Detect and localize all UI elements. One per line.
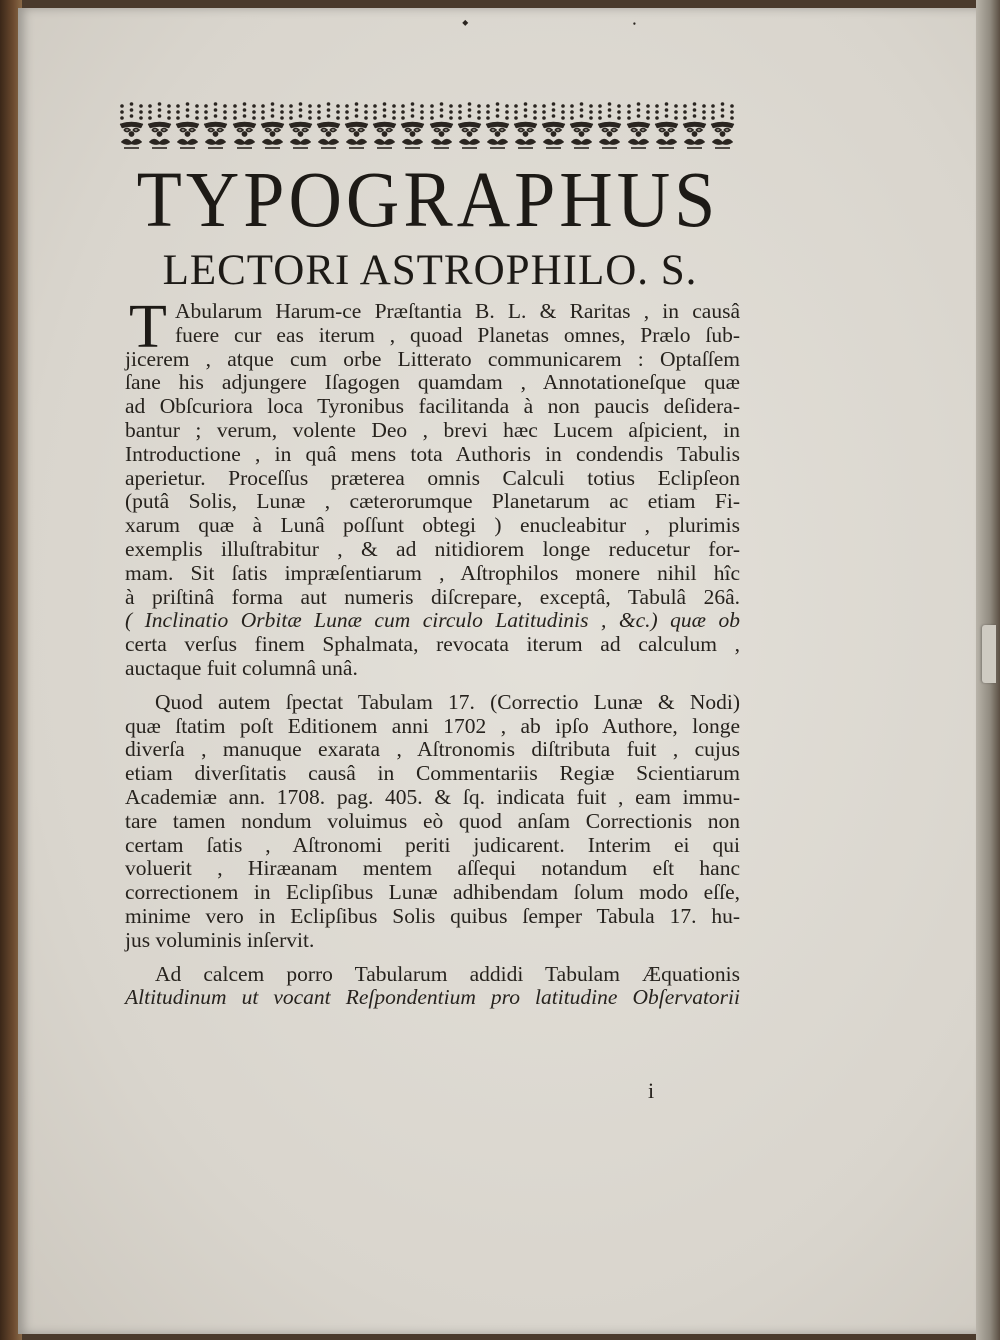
text-line: aperietur. Proceſſus præterea omnis Calculi totius Eclipſeon xyxy=(125,465,740,490)
fleuron-ornament-icon xyxy=(596,100,623,152)
text-line: jus voluminis inſervit. xyxy=(125,927,315,952)
text-line: Altitudinum ut vocant Reſpondentium pro latitudine Obſervatorii xyxy=(125,985,740,1010)
text-line: ad Obſcuriora loca Tyronibus facilitanda à non paucis deſidera- xyxy=(125,394,740,419)
text-line: Introductione , in quâ mens tota Authoris in condendis Tabulis xyxy=(125,441,740,466)
text-line: certa verſus finem Sphalmata, revocata iterum ad calculum , xyxy=(125,632,740,657)
fleuron-ornament-icon xyxy=(540,100,567,152)
text-line: etiam diverſitatis causâ in Commentariis Regiæ Scientiarum xyxy=(125,761,740,786)
text-line: exemplis illuſtrabitur , & ad nitidiorem longe reducetur for- xyxy=(125,536,740,561)
text-line: auctaque fuit columnâ unâ. xyxy=(125,655,358,680)
fleuron-ornament-icon xyxy=(315,100,342,152)
text-line: quæ ſtatim poſt Editionem anni 1702 , ab ipſo Authore, longe xyxy=(125,713,740,738)
text-line: Quod autem ſpectat Tabulam 17. (Correctio Lunæ & Nodi) xyxy=(155,689,740,714)
text-line: certam ſatis , Aſtronomi periti judicarent. Interim ei qui xyxy=(125,832,740,857)
paragraph-3 xyxy=(125,963,740,1011)
page-subtitle: LECTORI ASTROPHILO. S. xyxy=(162,247,698,294)
fleuron-ornament-icon xyxy=(118,100,145,152)
fleuron-ornament-icon xyxy=(456,100,483,152)
fleuron-ornament-icon xyxy=(709,100,736,152)
paragraph-2 xyxy=(125,691,740,953)
fleuron-ornament-icon xyxy=(625,100,652,152)
drop-cap: T xyxy=(129,293,167,361)
header-ornament-band xyxy=(118,98,736,154)
fleuron-ornament-icon xyxy=(512,100,539,152)
top-ink-mark: ⸱ xyxy=(632,14,637,35)
text-line: bantur ; verum, volente Deo , brevi hæc Lucem aſpicient, in xyxy=(125,417,740,442)
fleuron-ornament-icon xyxy=(681,100,708,152)
text-line: jicerem , atque cum orbe Litterato communicarem : Optaſſem xyxy=(125,346,740,371)
page-tab xyxy=(982,625,996,683)
page-title: TYPOGRAPHUS xyxy=(136,155,720,245)
fleuron-ornament-icon xyxy=(174,100,201,152)
text-line: tare tamen nondum voluimus eò quod anſam Correctionis non xyxy=(125,808,740,833)
text-line: à priſtinâ forma aut numeris diſcrepare, exceptâ, Tabulâ 26â. xyxy=(125,584,740,609)
text-line: correctionem in Eclipſibus Lunæ adhibendam ſolum modo eſſe, xyxy=(125,880,740,905)
fleuron-ornament-icon xyxy=(146,100,173,152)
fleuron-ornament-icon xyxy=(484,100,511,152)
fleuron-ornament-icon xyxy=(287,100,314,152)
fleuron-ornament-icon xyxy=(568,100,595,152)
text-line: xarum quæ à Lunâ poſſunt obtegi ) enucleabitur , plurimis xyxy=(125,513,740,538)
paragraph-1 xyxy=(125,293,740,681)
fleuron-ornament-icon xyxy=(259,100,286,152)
fleuron-ornament-icon xyxy=(231,100,258,152)
top-ink-mark: ⬩ xyxy=(462,12,469,33)
text-line: diverſa , manuque exarata , Aſtronomis diſtributa fuit , cujus xyxy=(125,737,740,762)
text-line: ſane his adjungere Iſagogen quamdam , Annotationeſque quæ xyxy=(125,370,740,395)
fleuron-ornament-icon xyxy=(428,100,455,152)
body-text xyxy=(125,293,740,1010)
fleuron-ornament-icon xyxy=(202,100,229,152)
fleuron-ornament-icon xyxy=(371,100,398,152)
text-line: fuere cur eas iterum , quoad Planetas omnes, Prælo ſub- xyxy=(175,322,740,347)
text-line: minime vero in Eclipſibus Solis quibus ſemper Tabula 17. hu- xyxy=(125,903,740,928)
text-line: (putâ Solis, Lunæ , cæterorumque Planetarum ac etiam Fi- xyxy=(125,489,740,514)
text-line: ( Inclinatio Orbitæ Lunæ cum circulo Latitudinis , &c.) quæ ob xyxy=(125,608,740,633)
signature-mark: i xyxy=(648,1078,655,1103)
text-line: mam. Sit ſatis impræſentiarum , Aſtrophilos monere nihil hîc xyxy=(125,560,740,585)
text-line: Ad calcem porro Tabularum addidi Tabulam Æquationis xyxy=(155,961,740,986)
text-line: Abularum Harum-ce Præſtantia B. L. & Raritas , in causâ xyxy=(175,299,740,323)
text-line: voluerit , Hiræanam mentem aſſequi notandum eſt hanc xyxy=(125,856,740,881)
text-line: Academiæ ann. 1708. pag. 405. & ſq. indicata fuit , eam immu- xyxy=(125,784,740,809)
fleuron-ornament-icon xyxy=(653,100,680,152)
fleuron-ornament-icon xyxy=(343,100,370,152)
fleuron-ornament-icon xyxy=(399,100,426,152)
